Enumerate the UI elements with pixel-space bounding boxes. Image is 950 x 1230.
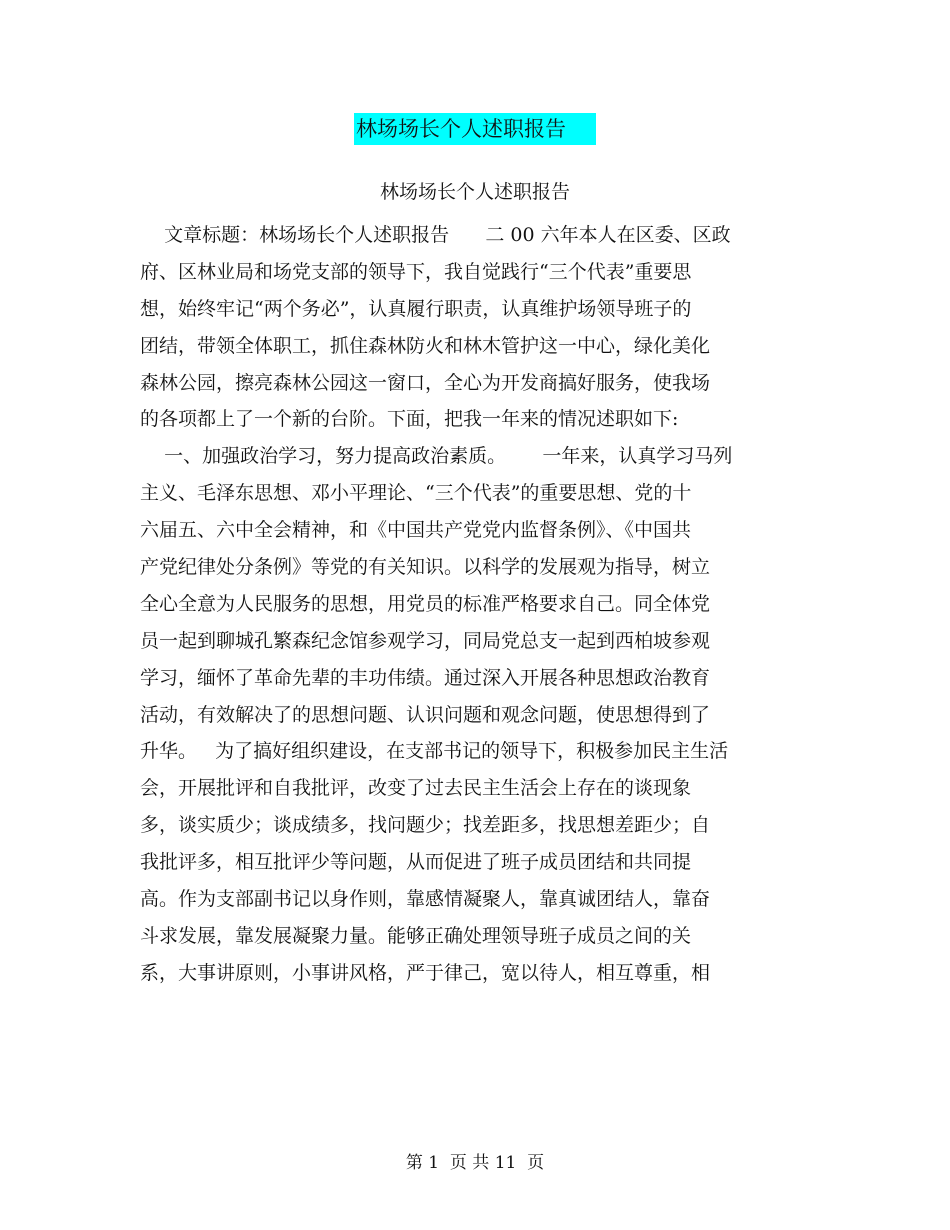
body-line: 文章标题：林场场长个人述职报告 二 00 六年本人在区委、区政 [140, 224, 731, 246]
body-line: 升华。 为了搞好组织建设，在支部书记的领导下，积极参加民主生活 [140, 740, 729, 763]
body-line: 府、区林业局和场党支部的领导下，我自觉践行“三个代表”重要思 [140, 260, 692, 283]
body-line: 团结，带领全体职工，抓住森林防火和林木管护这一中心，绿化美化 [140, 334, 711, 357]
document-subtitle: 林场场长个人述职报告 [379, 181, 570, 203]
document-title: 林场场长个人述职报告 [354, 113, 596, 145]
body-line: 森林公园，擦亮森林公园这一窗口，全心为开发商搞好服务，使我场 [140, 371, 711, 394]
body-line: 的各项都上了一个新的台阶。下面，把我一年来的情况述职如下: [140, 408, 679, 431]
title-container [0, 113, 950, 145]
page-number-footer: 第 1 页 共 11 页 [405, 1153, 545, 1173]
body-line: 我批评多，相互批评少等问题，从而促进了班子成员团结和共同提 [140, 851, 692, 874]
body-line: 活动，有效解决了的思想问题、认识问题和观念问题，使思想得到了 [140, 703, 711, 726]
body-line: 全心全意为人民服务的思想，用党员的标准严格要求自己。同全体党 [140, 592, 711, 615]
body-line: 多，谈实质少；谈成绩多，找问题少；找差距多，找思想差距少；自 [140, 814, 711, 837]
body-line: 斗求发展，靠发展凝聚力量。能够正确处理领导班子成员之间的关 [140, 924, 692, 947]
body-line: 会，开展批评和自我批评，改变了过去民主生活会上存在的谈现象 [140, 777, 692, 800]
body-line: 想，始终牢记“两个务必”，认真履行职责，认真维护场领导班子的 [140, 297, 692, 320]
document-body [140, 220, 820, 995]
body-line: 六届五、六中全会精神，和《中国共产党党内监督条例》、《中国共 [140, 519, 692, 542]
body-line: 一、加强政治学习，努力提高政治素质。 一年来，认真学习马列 [140, 445, 733, 468]
body-line: 高。作为支部副书记以身作则，靠感情凝聚人，靠真诚团结人，靠奋 [140, 888, 711, 911]
body-line: 主义、毛泽东思想、邓小平理论、“三个代表”的重要思想、党的十 [140, 482, 692, 505]
body-line: 员一起到聊城孔繁森纪念馆参观学习，同局党总支一起到西柏坡参观 [140, 629, 711, 652]
body-line: 产党纪律处分条例》等党的有关知识。以科学的发展观为指导，树立 [140, 556, 711, 579]
body-line: 系，大事讲原则，小事讲风格，严于律己，宽以待人，相互尊重，相 [140, 961, 711, 984]
body-line: 学习，缅怀了革命先辈的丰功伟绩。通过深入开展各种思想政治教育 [140, 666, 711, 689]
